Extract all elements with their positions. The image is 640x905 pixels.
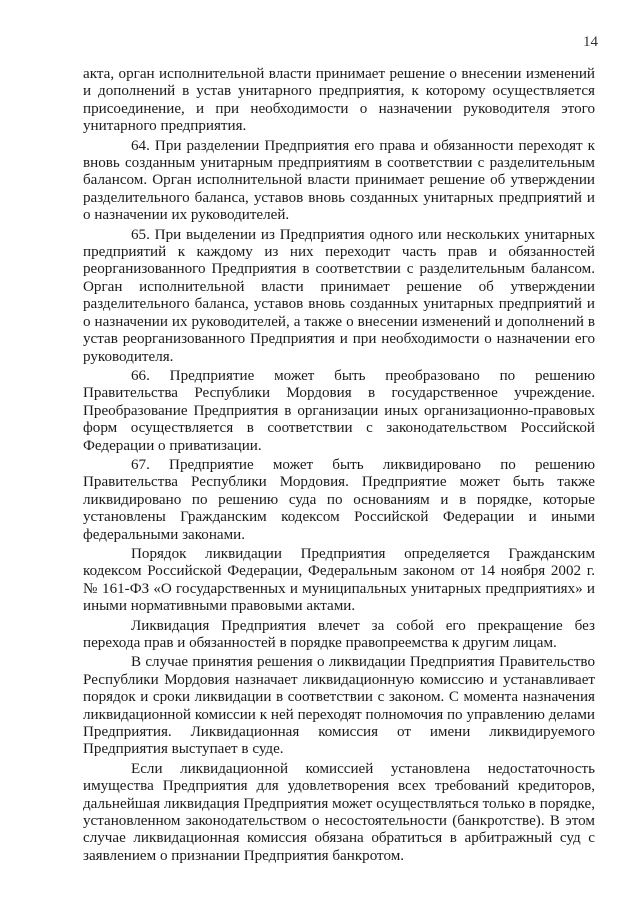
paragraph-continuation: акта, орган исполнительной власти принимает решение о внесении изменений и дополнений в устав унитарного предприятия, к которому осуществляется присоединение, и при необходимости о назначении руководителя этого унитарного предприятия. bbox=[83, 66, 595, 135]
paragraph-insolvency: Если ликвидационной комиссией установлена недостаточность имущества Предприятия для удовлетворения всех требований кредиторов, дальнейшая ликвидация Предприятия может осуществляться только в порядке, установленном законодательством о несостоятельности (банкротстве). В этом случае ликвидационная комиссия обязана обратиться в арбитражный суд с заявлением о признании Предприятия банкротом. bbox=[83, 760, 595, 864]
paragraph-64: 64. При разделении Предприятия его права и обязанности переходят к вновь созданным унитарным предприятиям в соответствии с разделительным балансом. Орган исполнительной власти принимает решение об утверждении разделительного баланса, уставов вновь созданных унитарных предприятий и о назначении их руководителей. bbox=[83, 137, 595, 224]
paragraph-66: 66. Предприятие может быть преобразовано по решению Правительства Республики Мордовия в государственное учреждение. Преобразование Предприятия в организации иных организационно-правовых форм осуществляется в соответствии с законодательством Российской Федерации о приватизации. bbox=[83, 367, 595, 454]
paragraph-liquidation-effect: Ликвидация Предприятия влечет за собой его прекращение без перехода прав и обязанностей в порядке правопреемства к другим лицам. bbox=[83, 617, 595, 651]
paragraph-liquidation-order: Порядок ликвидации Предприятия определяется Гражданским кодексом Российской Федерации, Федеральным законом от 14 ноября 2002 г. № 161-ФЗ «О государственных и муниципальных унитарных предприятиях» и иными нормативными правовыми актами. bbox=[83, 545, 595, 615]
document-body bbox=[83, 66, 595, 867]
paragraph-67: 67. Предприятие может быть ликвидировано по решению Правительства Республики Мордовия. Предприятие может быть также ликвидировано по решению суда по основаниям и в порядке, которые установлены Гражданским кодексом Российской Федерации и иными федеральными законами. bbox=[83, 456, 595, 543]
paragraph-liquidation-commission: В случае принятия решения о ликвидации Предприятия Правительство Республики Мордовия назначает ликвидационную комиссию и устанавливает порядок и сроки ликвидации в соответствии с законом. С момента назначения ликвидационной комиссии к ней переходят полномочия по управлению делами Предприятия. Ликвидационная комиссия от имени ликвидируемого Предприятия выступает в суде. bbox=[83, 654, 595, 758]
paragraph-65: 65. При выделении из Предприятия одного или нескольких унитарных предприятий к каждому из них переходит часть прав и обязанностей реорганизованного Предприятия в соответствии с разделительным балансом. Орган исполнительной власти принимает решение об утверждении разделительного баланса, уставов вновь созданных унитарных предприятий и о назначении их руководителей, а также о внесении изменений и дополнений в устав реорганизованного Предприятия и при необходимости о назначении его руководителя. bbox=[83, 226, 595, 365]
page-number: 14 bbox=[583, 34, 598, 50]
